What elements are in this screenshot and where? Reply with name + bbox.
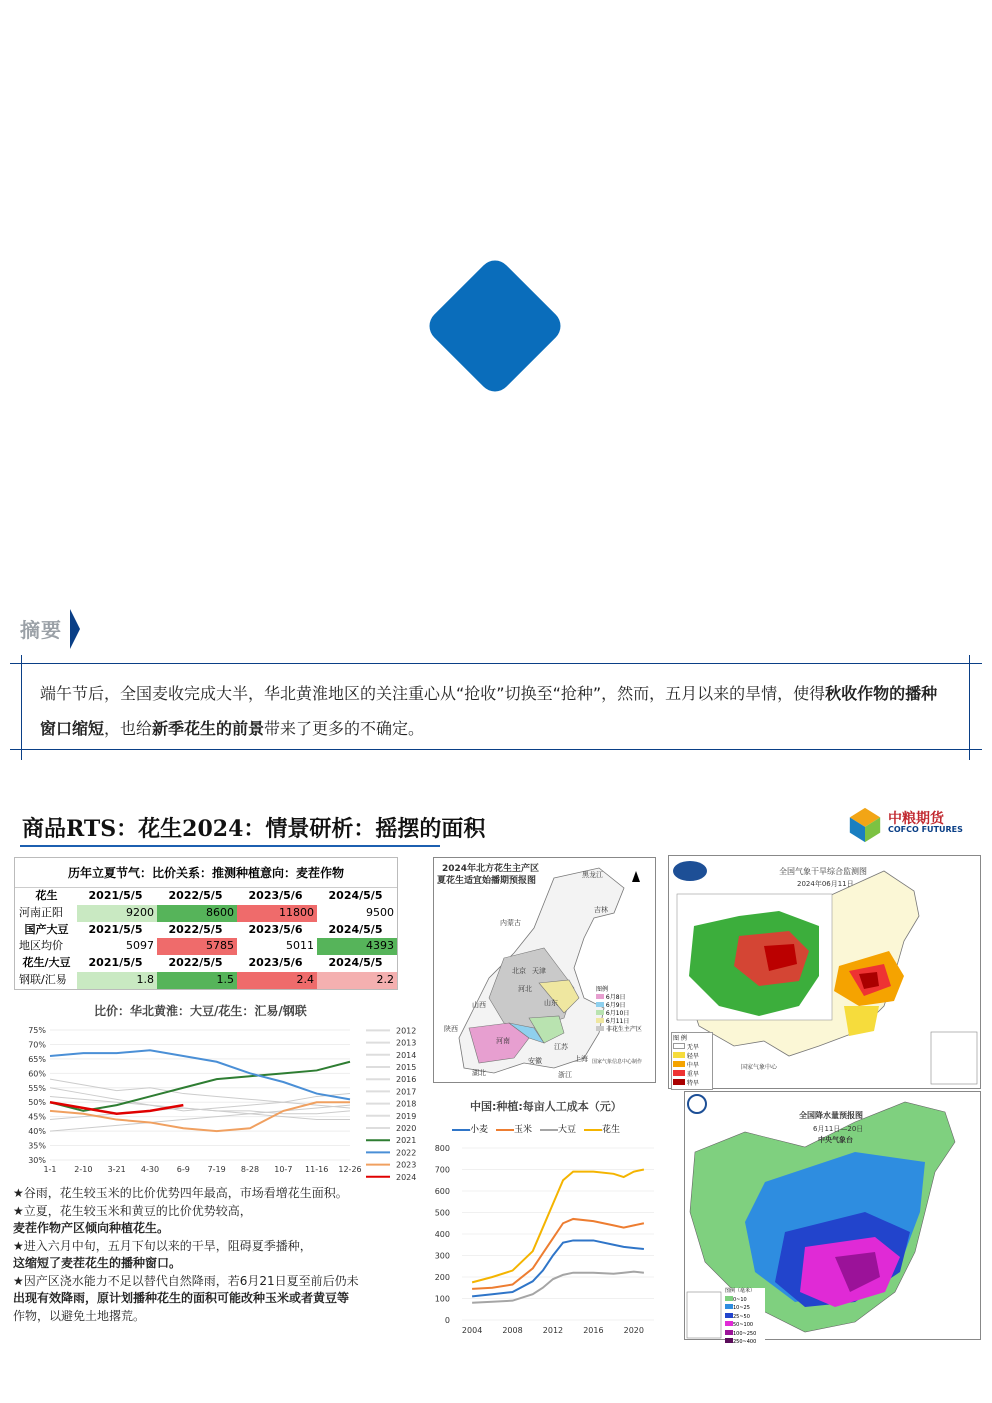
y-tick-label: 30% [28, 1156, 46, 1165]
logo-text-cn: 中粮期货 [888, 811, 944, 827]
legend-item: 250~400 [725, 1338, 765, 1347]
x-tick-label: 12-26 [338, 1165, 362, 1174]
y-tick-label: 700 [434, 1165, 450, 1175]
y-tick-label: 50% [28, 1098, 46, 1108]
legend-item: 玉米 [496, 1122, 532, 1135]
drought-monitor-map: 全国气象干旱综合监测图 2024年06月11日 图 例 无旱 轻旱 中旱 重旱 特旱 国家气象中心 [668, 855, 981, 1089]
labor-cost-line-chart [432, 1140, 662, 1340]
price-ratio-table [14, 857, 398, 990]
cofco-logo-icon [846, 806, 884, 844]
y-tick-label: 800 [434, 1144, 450, 1153]
legend-item: 6月11日 [596, 1018, 652, 1026]
x-tick-label: 7-19 [207, 1165, 226, 1174]
legend-label: 2017 [396, 1087, 417, 1097]
summary-heading: 摘要 [20, 618, 62, 642]
y-tick-label: 100 [434, 1294, 450, 1304]
map2-legend: 图 例 无旱 轻旱 中旱 重旱 特旱 [671, 1032, 713, 1090]
series-line-2021 [50, 1062, 350, 1111]
y-tick-label: 40% [28, 1127, 46, 1137]
legend-item: 50~100 [725, 1321, 765, 1330]
legend-label: 2013 [396, 1038, 417, 1048]
legend-item: 6月10日 [596, 1010, 652, 1018]
note-line: ★进入六月中旬，五月下旬以来的干旱，阻碍夏季播种， [13, 1238, 312, 1253]
legend-label: 2020 [396, 1124, 417, 1133]
x-tick-label: 2016 [583, 1326, 604, 1335]
y-tick-label: 45% [28, 1112, 46, 1122]
y-tick-label: 65% [28, 1054, 46, 1064]
x-tick-label: 2012 [542, 1326, 564, 1335]
legend-item: 花生 [584, 1122, 620, 1135]
x-tick-label: 1-1 [43, 1165, 57, 1174]
legend-label: 2015 [396, 1063, 417, 1072]
y-tick-label: 70% [28, 1040, 46, 1050]
series-line-小麦 [472, 1240, 644, 1296]
summary-right-rule [969, 655, 970, 760]
figure-title-underline [20, 845, 440, 847]
map3-title: 全国降水量预报图 [799, 1111, 863, 1120]
legend-item: 轻旱 [673, 1052, 711, 1061]
note-line: ★因产区浇水能力不足以替代自然降雨，若6月21日夏至前后仍未 [13, 1273, 359, 1288]
legend-item: 10~25 [725, 1304, 765, 1313]
map1-title-2: 夏花生适宜始播期预报图 [437, 876, 537, 886]
legend-item: 大豆 [540, 1122, 576, 1135]
x-tick-label: 3-21 [107, 1165, 126, 1174]
heading-arrow-icon [70, 609, 80, 649]
map3-legend: 图例（毫米） 0~10 10~25 25~50 50~100 100~250 250~400 [725, 1288, 765, 1347]
ratio-chart-title: 比价：华北黄淮：大豆/花生：汇易/钢联 [94, 1004, 307, 1018]
cost-chart-title: 中国:种植:每亩人工成本（元） [470, 1100, 622, 1113]
y-tick-label: 55% [28, 1083, 46, 1093]
table-title: 历年立夏节气：比价关系：推测种植意向：麦茬作物 [15, 858, 397, 888]
summary-left-rule [21, 655, 22, 760]
x-tick-label: 8-28 [240, 1165, 260, 1174]
decorative-diamond [423, 254, 567, 398]
table-row: 花生 2021/5/5 2022/5/5 2023/5/6 2024/5/5 [35, 889, 383, 902]
legend-label: 2021 [396, 1136, 417, 1146]
summary-text: 端午节后，全国麦收完成大半，华北黄淮地区的关注重心从“抢收”切换至“抢种”，然而，五月以来的旱情，使得秋收作物的播种窗口缩短，也给新季花生的前景带来了更多的不确定。 [40, 684, 938, 738]
legend-item: 0~10 [725, 1296, 765, 1305]
map1-title-1: 2024年北方花生主产区 [442, 864, 540, 874]
y-tick-label: 75% [28, 1026, 46, 1035]
y-tick-label: 0 [444, 1316, 450, 1325]
sowing-forecast-map: 2024年北方花生主产区 夏花生适宜始播期预报图 黑龙江 吉林 内蒙古 北京 天津 河北 山西 山东 陕西 河南 江苏 安徽 湖北 浙江 上海 图例 6月8日 6月9日 6月10日 6月11日 非花生主产区 国家气象信息中心制作 [433, 857, 656, 1083]
note-line: ★谷雨，花生较玉米的比价优势四年最高，市场看增花生面积。 [13, 1186, 348, 1200]
table-row: 地区均价 5097 5785 5011 4393 [15, 938, 397, 955]
table-row: 河南正阳 9200 8600 11800 9500 [15, 905, 397, 922]
y-tick-label: 300 [434, 1251, 450, 1261]
cost-chart-legend [452, 1122, 620, 1135]
legend-item: 6月9日 [596, 1002, 652, 1010]
x-tick-label: 11-16 [305, 1165, 329, 1174]
ratio-line-chart [14, 1022, 434, 1182]
figure-title: 商品RTS：花生2024：情景研析：摇摆的面积 [22, 816, 486, 842]
series-line-玉米 [472, 1219, 644, 1289]
analysis-notes [13, 1185, 433, 1325]
x-tick-label: 4-30 [140, 1165, 160, 1174]
legend-item: 重旱 [673, 1070, 711, 1079]
summary-top-rule [10, 663, 982, 664]
y-tick-label: 60% [28, 1069, 46, 1079]
series-line-2022 [50, 1050, 350, 1099]
legend-item: 无旱 [673, 1043, 711, 1052]
y-tick-label: 600 [434, 1187, 450, 1196]
table-row: 国产大豆 2021/5/5 2022/5/5 2023/5/6 2024/5/5 [24, 922, 383, 936]
x-tick-label: 2004 [461, 1326, 483, 1335]
legend-item: 6月8日 [596, 994, 652, 1002]
legend-item: 特旱 [673, 1079, 711, 1088]
summary-bottom-rule [10, 749, 982, 750]
legend-item: 小麦 [452, 1122, 488, 1135]
legend-label: 2018 [396, 1099, 417, 1109]
legend-item: 100~250 [725, 1330, 765, 1339]
logo-text-en: COFCO FUTURES [888, 825, 963, 834]
note-line: 出现有效降雨，原计划播种花生的面积可能改种玉米或者黄豆等 [13, 1291, 350, 1305]
y-tick-label: 400 [434, 1230, 450, 1239]
background-year-line [50, 1088, 350, 1111]
x-tick-label: 2008 [502, 1326, 523, 1335]
precip-forecast-map [684, 1091, 981, 1345]
legend-label: 2022 [396, 1148, 417, 1158]
y-tick-label: 35% [28, 1141, 46, 1151]
map1-legend: 图例 6月8日 6月9日 6月10日 6月11日 非花生主产区 [596, 986, 652, 1034]
x-tick-label: 6-9 [176, 1165, 190, 1174]
note-line: 麦茬作物产区倾向种植花生。 [13, 1221, 170, 1235]
legend-item: 25~50 [725, 1313, 765, 1322]
y-tick-label: 200 [434, 1273, 450, 1282]
x-tick-label: 10-7 [274, 1165, 293, 1174]
legend-label: 2019 [396, 1111, 417, 1121]
note-line: ★立夏，花生较玉米和黄豆的比价优势较高， [13, 1203, 252, 1218]
note-line: 作物，以避免土地撂荒。 [13, 1308, 146, 1323]
table-row: 花生/大豆 2021/5/5 2022/5/5 2023/5/6 2024/5/5 [22, 956, 383, 970]
map3-source: 中央气象台 [818, 1136, 853, 1144]
legend-label: 2016 [396, 1075, 417, 1085]
legend-label: 2024 [396, 1172, 417, 1182]
x-tick-label: 2020 [623, 1326, 644, 1335]
legend-label: 2023 [396, 1160, 417, 1170]
table-row: 钢联/汇易 1.8 1.5 2.4 2.2 [15, 972, 397, 989]
map3-date: 6月11日—20日 [813, 1125, 864, 1133]
legend-label: 2012 [396, 1026, 417, 1036]
legend-label: 2014 [396, 1050, 417, 1060]
y-tick-label: 500 [434, 1208, 450, 1218]
map2-shape [669, 856, 982, 1090]
legend-item: 中旱 [673, 1061, 711, 1070]
note-line: 这缩短了麦茬花生的播种窗口。 [13, 1256, 182, 1270]
map2-date: 2024年06月11日 [797, 880, 854, 888]
map2-title: 全国气象干旱综合监测图 [779, 867, 867, 876]
x-tick-label: 2-10 [74, 1165, 93, 1174]
legend-item: 非花生主产区 [596, 1026, 652, 1034]
